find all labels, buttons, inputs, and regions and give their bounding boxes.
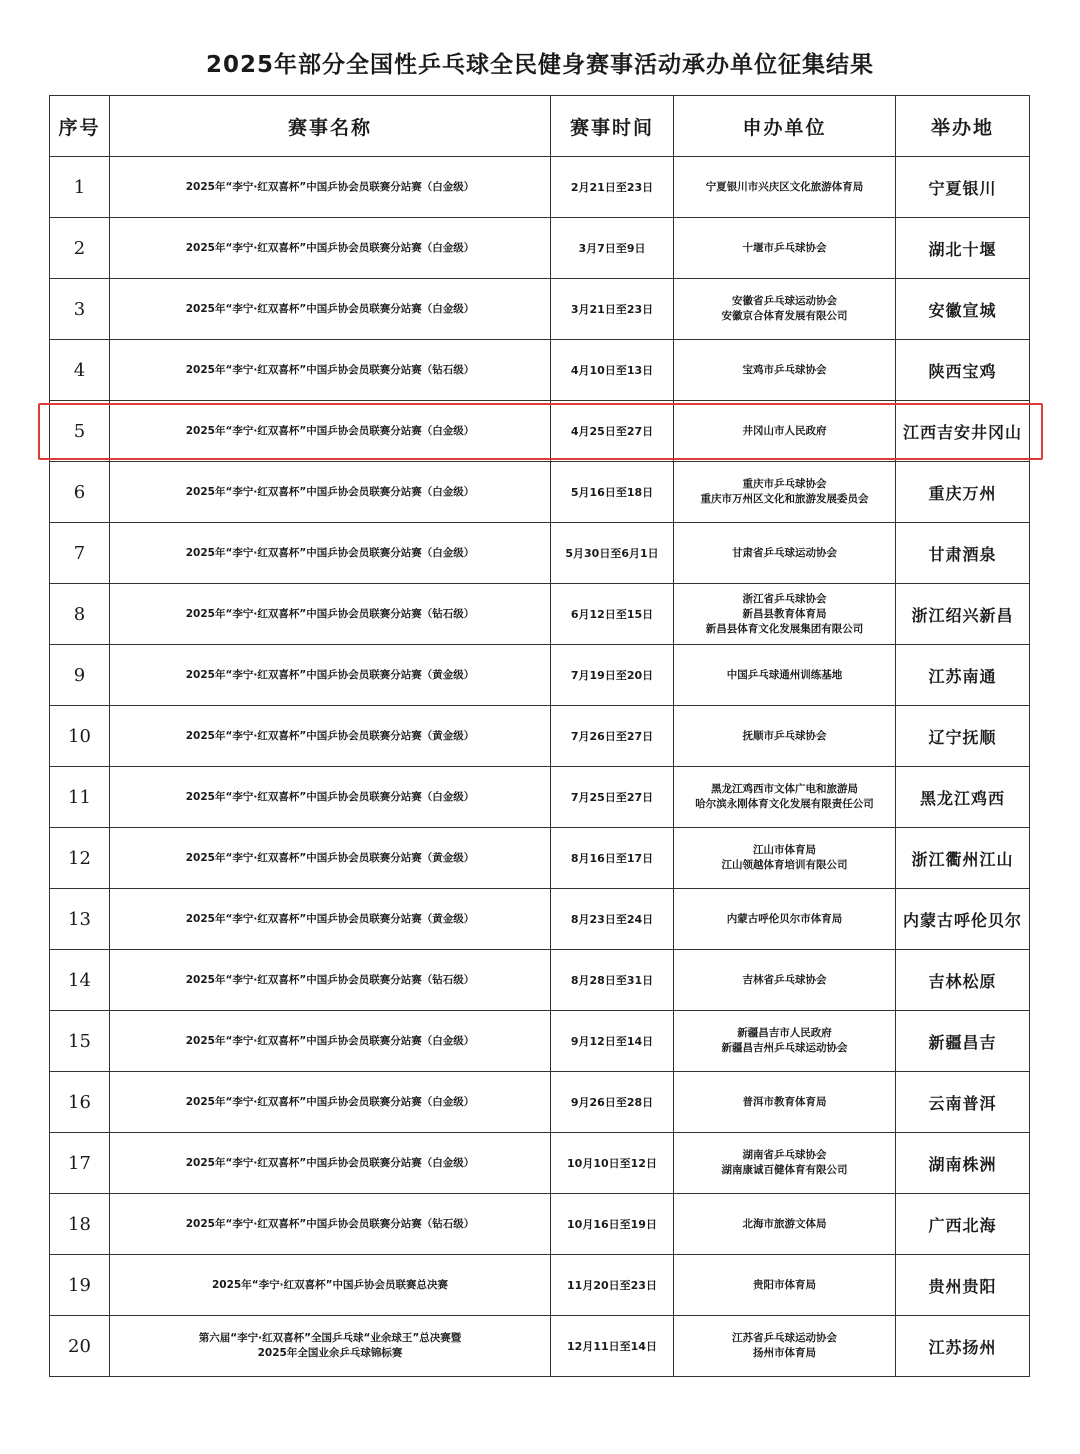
header-no: 序号 [50,96,110,157]
event-name: 2025年全国业余乒乓球锦标赛 [257,1347,403,1359]
organizer: 哈尔滨永刚体育文化发展有限责任公司 [695,798,874,810]
organizer-cell [674,889,896,950]
event-name-cell [110,1194,551,1255]
event-time: 8月23日至24日 [551,889,674,950]
table-body [50,157,1030,1377]
row-number: 12 [50,828,110,889]
table-row [50,584,1030,645]
organizer-cell [674,1255,896,1316]
row-number: 7 [50,523,110,584]
event-name-cell [110,767,551,828]
organizer: 扬州市体育局 [753,1347,816,1359]
table-row [50,1316,1030,1377]
organizer: 十堰市乒乓球协会 [742,241,827,254]
row-number: 9 [50,645,110,706]
table-row [50,279,1030,340]
organizer: 安徽京合体育发展有限公司 [721,310,848,322]
event-time: 5月16日至18日 [551,462,674,523]
row-number: 17 [50,1133,110,1194]
host-location: 新疆昌吉 [896,1011,1030,1072]
event-name: 2025年“李宁·红双喜杯”中国乒协会员联赛分站赛（黄金级） [185,912,475,925]
organizer: 井冈山市人民政府 [742,424,827,437]
organizer: 甘肃省乒乓球运动协会 [732,546,837,559]
results-table [49,95,1030,1377]
row-number: 15 [50,1011,110,1072]
event-name-cell [110,1133,551,1194]
event-time: 8月28日至31日 [551,950,674,1011]
row-number: 6 [50,462,110,523]
row-number: 14 [50,950,110,1011]
organizer: 湖南康诚百健体育有限公司 [721,1164,848,1176]
header-name: 赛事名称 [110,96,551,157]
event-name: 2025年“李宁·红双喜杯”中国乒协会员联赛分站赛（白金级） [185,546,475,559]
row-number: 18 [50,1194,110,1255]
host-location: 陕西宝鸡 [896,340,1030,401]
header-place: 举办地 [896,96,1030,157]
table-row [50,218,1030,279]
event-name-cell [110,889,551,950]
event-time: 7月25日至27日 [551,767,674,828]
event-name-cell [110,645,551,706]
organizer-cell [674,1194,896,1255]
organizer: 中国乒乓球通州训练基地 [726,668,843,681]
host-location: 湖南株洲 [896,1133,1030,1194]
event-name-cell [110,828,551,889]
organizer: 宁夏银川市兴庆区文化旅游体育局 [705,180,864,193]
event-time: 9月26日至28日 [551,1072,674,1133]
organizer: 抚顺市乒乓球协会 [742,729,827,742]
organizer: 北海市旅游文体局 [742,1217,827,1230]
organizer-cell [674,401,896,462]
table-row [50,340,1030,401]
organizer: 重庆市乒乓球协会 [742,478,827,490]
table-row [50,1011,1030,1072]
row-number: 2 [50,218,110,279]
event-time: 3月7日至9日 [551,218,674,279]
event-name-cell [110,218,551,279]
event-name-cell [110,584,551,645]
event-name-cell [110,157,551,218]
organizer: 重庆市万州区文化和旅游发展委员会 [700,493,869,505]
organizer: 浙江省乒乓球协会 [742,592,827,605]
organizer-cell [674,584,896,645]
row-number: 4 [50,340,110,401]
table-row [50,645,1030,706]
table-row [50,462,1030,523]
event-time: 11月20日至23日 [551,1255,674,1316]
organizer: 江苏省乒乓球运动协会 [732,1332,837,1344]
host-location: 贵州贵阳 [896,1255,1030,1316]
table-row [50,1133,1030,1194]
organizer-cell [674,1072,896,1133]
table-header-row [50,96,1030,157]
event-name: 2025年“李宁·红双喜杯”中国乒协会员联赛分站赛（黄金级） [185,851,475,864]
event-name-cell [110,523,551,584]
host-location: 吉林松原 [896,950,1030,1011]
event-time: 8月16日至17日 [551,828,674,889]
organizer: 安徽省乒乓球运动协会 [732,295,837,307]
row-number: 16 [50,1072,110,1133]
event-name: 2025年“李宁·红双喜杯”中国乒协会员联赛分站赛（黄金级） [185,668,475,681]
table-row [50,889,1030,950]
row-number: 5 [50,401,110,462]
organizer: 普洱市教育体育局 [742,1095,827,1108]
table-row [50,767,1030,828]
event-time: 6月12日至15日 [551,584,674,645]
organizer-cell [674,706,896,767]
header-org: 申办单位 [674,96,896,157]
organizer: 新疆昌吉市人民政府 [737,1027,832,1039]
organizer: 贵阳市体育局 [753,1278,816,1291]
host-location: 广西北海 [896,1194,1030,1255]
host-location: 宁夏银川 [896,157,1030,218]
organizer: 江山领越体育培训有限公司 [721,859,848,871]
event-name: 2025年“李宁·红双喜杯”中国乒协会员联赛分站赛（白金级） [185,424,475,437]
host-location: 江苏扬州 [896,1316,1030,1377]
event-name: 2025年“李宁·红双喜杯”中国乒协会员联赛分站赛（白金级） [185,241,475,254]
event-name-cell [110,1255,551,1316]
row-number: 1 [50,157,110,218]
host-location: 甘肃酒泉 [896,523,1030,584]
organizer-cell [674,1316,896,1377]
event-time: 4月25日至27日 [551,401,674,462]
host-location: 湖北十堰 [896,218,1030,279]
event-name: 2025年“李宁·红双喜杯”中国乒协会员联赛分站赛（白金级） [185,485,475,498]
organizer: 江山市体育局 [753,844,816,856]
event-time: 10月16日至19日 [551,1194,674,1255]
organizer-cell [674,462,896,523]
host-location: 重庆万州 [896,462,1030,523]
event-name: 2025年“李宁·红双喜杯”中国乒协会员联赛分站赛（白金级） [185,1156,475,1169]
event-time: 5月30日至6月1日 [551,523,674,584]
table-row [50,523,1030,584]
event-name: 2025年“李宁·红双喜杯”中国乒协会员联赛分站赛（白金级） [185,1034,475,1047]
event-name-cell [110,950,551,1011]
organizer: 吉林省乒乓球协会 [742,973,827,986]
page-title: 2025年部分全国性乒乓球全民健身赛事活动承办单位征集结果 [205,52,874,78]
host-location: 浙江绍兴新昌 [896,584,1030,645]
event-name-cell [110,1011,551,1072]
table-row [50,828,1030,889]
event-name-cell [110,1072,551,1133]
event-time: 12月11日至14日 [551,1316,674,1377]
event-time: 2月21日至23日 [551,157,674,218]
row-number: 3 [50,279,110,340]
host-location: 内蒙古呼伦贝尔 [896,889,1030,950]
host-location: 江苏南通 [896,645,1030,706]
table-row [50,157,1030,218]
organizer: 新昌县教育体育局 [742,607,827,620]
organizer-cell [674,523,896,584]
organizer: 内蒙古呼伦贝尔市体育局 [726,912,843,925]
event-name: 2025年“李宁·红双喜杯”中国乒协会员联赛分站赛（钻石级） [185,1217,475,1230]
organizer-cell [674,340,896,401]
host-location: 黑龙江鸡西 [896,767,1030,828]
event-name: 2025年“李宁·红双喜杯”中国乒协会员联赛分站赛（钻石级） [185,973,475,986]
row-number: 10 [50,706,110,767]
organizer-cell [674,218,896,279]
organizer: 黑龙江鸡西市文体广电和旅游局 [711,783,858,795]
organizer-cell [674,645,896,706]
event-name: 第六届“李宁·红双喜杯”全国乒乓球“业余球王”总决赛暨 [198,1332,462,1344]
row-number: 8 [50,584,110,645]
event-time: 7月19日至20日 [551,645,674,706]
row-number: 13 [50,889,110,950]
event-name: 2025年“李宁·红双喜杯”中国乒协会员联赛分站赛（白金级） [185,1095,475,1108]
event-time: 3月21日至23日 [551,279,674,340]
organizer-cell [674,279,896,340]
event-name: 2025年“李宁·红双喜杯”中国乒协会员联赛分站赛（白金级） [185,790,475,803]
organizer-cell [674,767,896,828]
table-row [50,1194,1030,1255]
event-name: 2025年“李宁·红双喜杯”中国乒协会员联赛分站赛（黄金级） [185,729,475,742]
row-number: 19 [50,1255,110,1316]
event-name-cell [110,340,551,401]
host-location: 辽宁抚顺 [896,706,1030,767]
event-name-cell [110,1316,551,1377]
event-time: 4月10日至13日 [551,340,674,401]
event-name-cell [110,279,551,340]
event-name: 2025年“李宁·红双喜杯”中国乒协会员联赛分站赛（白金级） [185,302,475,315]
event-name: 2025年“李宁·红双喜杯”中国乒协会员联赛分站赛（钻石级） [185,607,475,620]
header-time: 赛事时间 [551,96,674,157]
event-name-cell [110,462,551,523]
organizer-cell [674,828,896,889]
table-row [50,950,1030,1011]
table-row [50,401,1030,462]
organizer: 新昌县体育文化发展集团有限公司 [705,622,864,635]
table-row [50,1255,1030,1316]
host-location: 江西吉安井冈山 [896,401,1030,462]
row-number: 11 [50,767,110,828]
event-name: 2025年“李宁·红双喜杯”中国乒协会员联赛分站赛（钻石级） [185,363,475,376]
organizer-cell [674,950,896,1011]
event-time: 7月26日至27日 [551,706,674,767]
host-location: 浙江衢州江山 [896,828,1030,889]
event-name-cell [110,401,551,462]
organizer-cell [674,157,896,218]
host-location: 云南普洱 [896,1072,1030,1133]
table-row [50,706,1030,767]
event-name-cell [110,706,551,767]
row-number: 20 [50,1316,110,1377]
organizer-cell [674,1133,896,1194]
event-time: 10月10日至12日 [551,1133,674,1194]
organizer: 新疆昌吉州乒乓球运动协会 [721,1042,848,1054]
organizer: 湖南省乒乓球协会 [742,1149,827,1161]
event-name: 2025年“李宁·红双喜杯”中国乒协会员联赛分站赛（白金级） [185,180,475,193]
event-time: 9月12日至14日 [551,1011,674,1072]
event-name: 2025年“李宁·红双喜杯”中国乒协会员联赛总决赛 [211,1278,448,1291]
organizer-cell [674,1011,896,1072]
host-location: 安徽宣城 [896,279,1030,340]
table-row [50,1072,1030,1133]
organizer: 宝鸡市乒乓球协会 [742,363,827,376]
